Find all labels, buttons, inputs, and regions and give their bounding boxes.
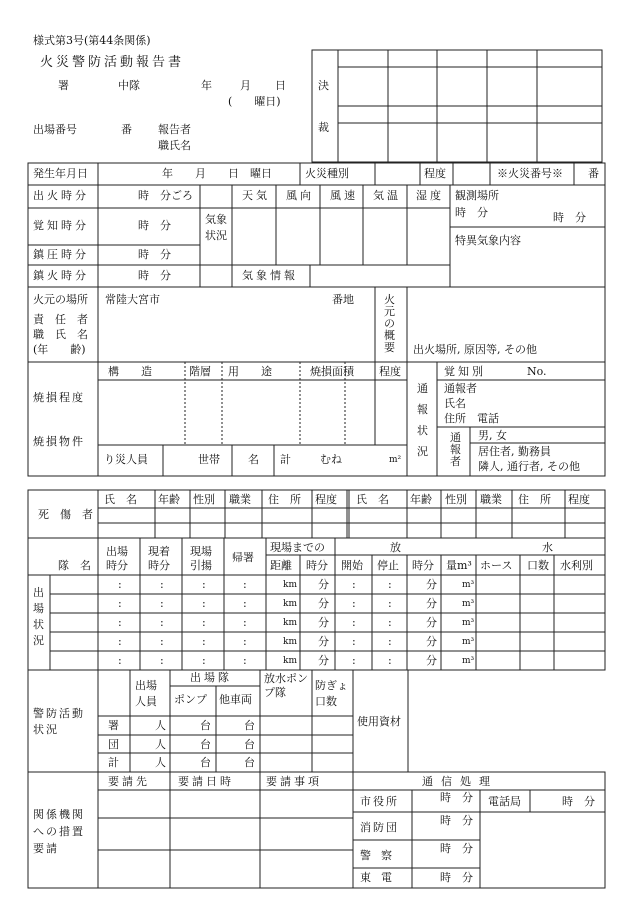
dispatch-row-1-cell-10: m³ [462, 580, 475, 590]
date-label: 発生年月日 [33, 167, 88, 180]
dispatch-row-4-cell-5: km [283, 637, 297, 647]
dispatch-row-5-cell-3: : [202, 654, 206, 667]
dispatch-row-3-cell-8: : [388, 616, 392, 629]
dispatch-head-back: 帰署 [232, 551, 254, 564]
dispatch-row-2-cell-10: m³ [462, 599, 475, 609]
dispatch-row-4-cell-3: : [202, 635, 206, 648]
reporter-label: 報告者 [158, 123, 191, 136]
fire-no-label: ※火災番号※ [497, 167, 563, 180]
activity-row-3-pump: 台 [200, 756, 211, 769]
casualty-head-age-1: 年齢 [158, 493, 180, 506]
casualty-head-addr-2: 住 所 [518, 493, 551, 506]
dispatch-row-5-cell-7: : [352, 654, 356, 667]
dispatch-row-5-cell-5: km [283, 656, 297, 666]
dispatch-row-4-cell-8: : [388, 635, 392, 648]
dispatch-head-duration: 時分 [412, 559, 434, 572]
aware-type-label: 覚知別 [444, 365, 486, 378]
suppress-label: 鎮圧時分 [33, 248, 89, 261]
dispatch-row-2-cell-1: : [118, 597, 122, 610]
activity-row-1-pump: 台 [200, 719, 211, 732]
dispatch-head-source: 水利別 [560, 559, 593, 572]
resp-label-2: 職 氏 名 [33, 328, 88, 341]
dispatch-row-3-cell-9: 分 [426, 616, 437, 629]
dispatch-head-start: 開始 [341, 559, 363, 572]
dispatch-row-2-cell-9: 分 [426, 597, 437, 610]
unit-label: 中隊 [118, 79, 140, 92]
dispatch-row-3-cell-7: : [352, 616, 356, 629]
dispatch-row-2-cell-8: : [388, 597, 392, 610]
dispatch-row-5-cell-1: : [118, 654, 122, 667]
area-unit: m² [389, 455, 402, 465]
dispatch-row-5-cell-9: 分 [426, 654, 437, 667]
dispatch-head-distance: 距離 [270, 559, 292, 572]
dispatch-row-2-cell-6: 分 [318, 597, 329, 610]
address-label-r: 住所 電話 [444, 412, 499, 425]
dispatch-head-water-1: 放 [390, 541, 401, 554]
activity-row-3-key: 計 [108, 756, 119, 769]
dispatch-head-volume: 量m³ [446, 559, 472, 572]
month-label: 月 [240, 79, 251, 92]
unit-name-head: 隊 名 [58, 559, 91, 572]
casualty-label: 死 傷 者 [38, 508, 93, 521]
dispatch-row-5-cell-6: 分 [318, 654, 329, 667]
casualty-head-deg-2: 程度 [568, 493, 590, 506]
dispatch-row-2-cell-2: : [160, 597, 164, 610]
phone-office-label: 電話局 [488, 795, 521, 808]
casualty-head-deg-1: 程度 [315, 493, 337, 506]
damage-head-5: 程度 [379, 365, 401, 378]
resp-label-3: (年 齢) [33, 343, 86, 356]
extinguish-time[interactable]: 時 分 [138, 269, 171, 282]
obs-place-label: 観測場所 [455, 189, 499, 202]
obs-time-right: 時 分 [553, 211, 586, 224]
dispatch-row-3-cell-2: : [160, 616, 164, 629]
weather-head-2: 風向 [286, 189, 314, 202]
degree-label: 程度 [424, 167, 446, 180]
reporter-group-label: 通報者 [450, 431, 461, 468]
weather-head-1: 天気 [242, 189, 270, 202]
activity-head-staff: 出場人員 [135, 679, 157, 708]
dispatch-row-5-cell-2: : [160, 654, 164, 667]
office-power: 東電 [360, 871, 402, 884]
fire-type-label: 火災種別 [305, 167, 349, 180]
day-label: 日 [275, 79, 286, 92]
weekday-label: ( 曜日) [228, 95, 281, 108]
dispatch-head-arrive: 現着時分 [148, 545, 170, 572]
approval-label-1: 決 [318, 79, 329, 92]
dispatch-head-stop: 停止 [377, 559, 399, 572]
dispatch-head-time: 時分 [306, 559, 328, 572]
dispatch-row-1-cell-2: : [160, 578, 164, 591]
dispatch-row-4-cell-2: : [160, 635, 164, 648]
dispatch-row-1-cell-4: : [243, 578, 247, 591]
households-label: 世帯 [198, 453, 220, 466]
weather-head-4: 気温 [373, 189, 401, 202]
activity-row-1-other: 台 [244, 719, 255, 732]
dispatch-row-5-cell-4: : [243, 654, 247, 667]
dispatch-row-2-cell-5: km [283, 599, 297, 609]
casualty-head-job-1: 職業 [229, 493, 251, 506]
office-fire: 消防団 [360, 821, 399, 834]
casualty-head-name-1: 氏 名 [104, 493, 137, 506]
activity-head-defense: 防ぎょ口数 [315, 679, 348, 708]
casualty-head-job-2: 職業 [480, 493, 502, 506]
extinguish-label: 鎮火時分 [33, 269, 89, 282]
office-power-time: 時 分 [440, 871, 473, 884]
gender-label: 男, 女 [478, 429, 507, 442]
office-city: 市役所 [360, 795, 399, 808]
dispatch-row-2-cell-7: : [352, 597, 356, 610]
origin-place-label: 火元の場所 [33, 293, 88, 306]
dispatch-head-return: 現場引揚 [190, 545, 212, 572]
activity-head-unit: 出場隊 [190, 671, 232, 684]
office-fire-time: 時 分 [440, 814, 473, 827]
origin-summary-label: 火元の概要 [384, 293, 395, 354]
activity-row-2-other: 台 [244, 738, 255, 751]
comm-head: 通信処理 [422, 775, 498, 788]
weather-info-label: 気象情報 [242, 269, 298, 282]
relation-1: 居住者, 勤務員 [478, 445, 551, 458]
damage-item-label: 焼損物件 [33, 435, 85, 448]
origin-banchi: 番地 [332, 293, 354, 306]
activity-row-2-people: 人 [155, 738, 166, 751]
no-label: No. [527, 365, 547, 378]
dispatch-row-3-cell-5: km [283, 618, 297, 628]
form-number: 様式第3号(第44条関係) [33, 34, 151, 47]
dispatch-status-label: 出場状況 [33, 586, 44, 647]
dispatch-row-5-cell-8: : [388, 654, 392, 667]
suppress-time[interactable]: 時 分 [138, 248, 171, 261]
dispatch-row-3-cell-6: 分 [318, 616, 329, 629]
year-label: 年 [201, 79, 212, 92]
dispatch-row-2-cell-4: : [243, 597, 247, 610]
origin-summary-note: 出火場所, 原因等, その他 [413, 343, 537, 356]
dispatch-row-4-cell-4: : [243, 635, 247, 648]
obs-time-left: 時 分 [455, 206, 488, 219]
dispatch-head-water-2: 水 [542, 541, 553, 554]
dispatch-row-4-cell-9: 分 [426, 635, 437, 648]
reporter-name-label: 職氏名 [158, 139, 191, 152]
damage-degree-label: 焼損程度 [33, 391, 85, 404]
dept-label: 署 [58, 79, 69, 92]
dispatch-row-3-cell-4: : [243, 616, 247, 629]
special-weather-label: 特異気象内容 [455, 234, 521, 247]
dispatch-row-5-cell-10: m³ [462, 656, 475, 666]
dispatch-row-1-cell-9: 分 [426, 578, 437, 591]
activity-head-other: 他車両 [219, 693, 252, 706]
aware-label: 覚知時分 [33, 219, 89, 232]
ridge-label: むね [320, 453, 342, 466]
dispatch-no-label: 出場番号 [33, 123, 77, 136]
dispatch-row-1-cell-1: : [118, 578, 122, 591]
outbreak-time[interactable]: 時 分ごろ [138, 189, 193, 202]
dispatch-row-4-cell-7: : [352, 635, 356, 648]
victims-label: り災人員 [104, 453, 148, 466]
dispatch-row-3-cell-3: : [202, 616, 206, 629]
dispatch-row-1-cell-3: : [202, 578, 206, 591]
activity-head-material: 使用資材 [357, 715, 401, 728]
dispatch-row-1-cell-5: km [283, 580, 297, 590]
damage-head-3: 用 途 [228, 365, 272, 378]
dispatch-row-4-cell-6: 分 [318, 635, 329, 648]
activity-row-1-people: 人 [155, 719, 166, 732]
relation-head-matter: 要請事項 [266, 775, 322, 788]
office-city-time: 時 分 [440, 791, 473, 804]
activity-row-3-people: 人 [155, 756, 166, 769]
casualty-head-sex-1: 性別 [193, 493, 215, 506]
relation-2: 隣人, 通行者, その他 [478, 460, 580, 473]
dispatch-row-1-cell-6: 分 [318, 578, 329, 591]
dispatch-row-3-cell-10: m³ [462, 618, 475, 628]
office-police: 警察 [360, 849, 402, 862]
casualty-head-age-2: 年齢 [410, 493, 432, 506]
approval-label-2: 裁 [318, 121, 329, 134]
dispatch-head-nozzle: 口数 [527, 559, 549, 572]
weather-group-label: 気象状況 [205, 213, 227, 242]
activity-row-3-other: 台 [244, 756, 255, 769]
report-status-label: 通報状況 [417, 382, 428, 458]
origin-place-value[interactable]: 常陸大宮市 [105, 293, 160, 306]
dispatch-row-4-cell-10: m³ [462, 637, 475, 647]
activity-row-1-key: 署 [108, 719, 119, 732]
aware-time[interactable]: 時 分 [138, 219, 171, 232]
resp-label-1: 責 任 者 [33, 313, 88, 326]
dispatch-row-3-cell-1: : [118, 616, 122, 629]
outbreak-label: 出火時分 [33, 189, 89, 202]
ban-label: 番 [121, 123, 132, 136]
dispatch-head-toscene: 現場までの [270, 541, 325, 554]
casualty-head-name-2: 氏 名 [356, 493, 389, 506]
dispatch-row-1-cell-7: : [352, 578, 356, 591]
phone-office-time: 時 分 [562, 795, 595, 808]
weather-head-5: 湿度 [416, 189, 444, 202]
activity-head-pump: ポンプ [174, 693, 207, 706]
date-value[interactable]: 年 月 日 曜日 [162, 167, 272, 180]
weather-head-3: 風速 [330, 189, 358, 202]
relation-label: 関係機関への措置要請 [33, 808, 85, 855]
dispatch-row-2-cell-3: : [202, 597, 206, 610]
fire-no-ban: 番 [588, 167, 599, 180]
name-label-r: 氏名 [444, 397, 466, 410]
damage-head-2: 階層 [189, 365, 211, 378]
total-label: 計 [280, 453, 291, 466]
casualty-head-addr-1: 住 所 [268, 493, 301, 506]
activity-status-label: 警防活動状況 [33, 707, 85, 736]
activity-row-2-key: 団 [108, 738, 119, 751]
relation-head-time: 要請日時 [178, 775, 234, 788]
dispatch-head-hose: ホース [480, 559, 513, 572]
dispatch-head-out: 出場時分 [106, 545, 128, 572]
relation-head-dest: 要請先 [108, 775, 150, 788]
activity-head-spray: 放水ポンプ隊 [264, 672, 308, 699]
casualty-head-sex-2: 性別 [445, 493, 467, 506]
dispatch-row-1-cell-8: : [388, 578, 392, 591]
reporter-label-r: 通報者 [444, 382, 477, 395]
office-police-time: 時 分 [440, 842, 473, 855]
damage-head-1: 構 造 [108, 365, 152, 378]
dispatch-row-4-cell-1: : [118, 635, 122, 648]
activity-row-2-pump: 台 [200, 738, 211, 751]
damage-head-4: 焼損面積 [310, 365, 354, 378]
form-title: 火災警防活動報告書 [40, 55, 185, 70]
persons-label: 名 [248, 453, 259, 466]
